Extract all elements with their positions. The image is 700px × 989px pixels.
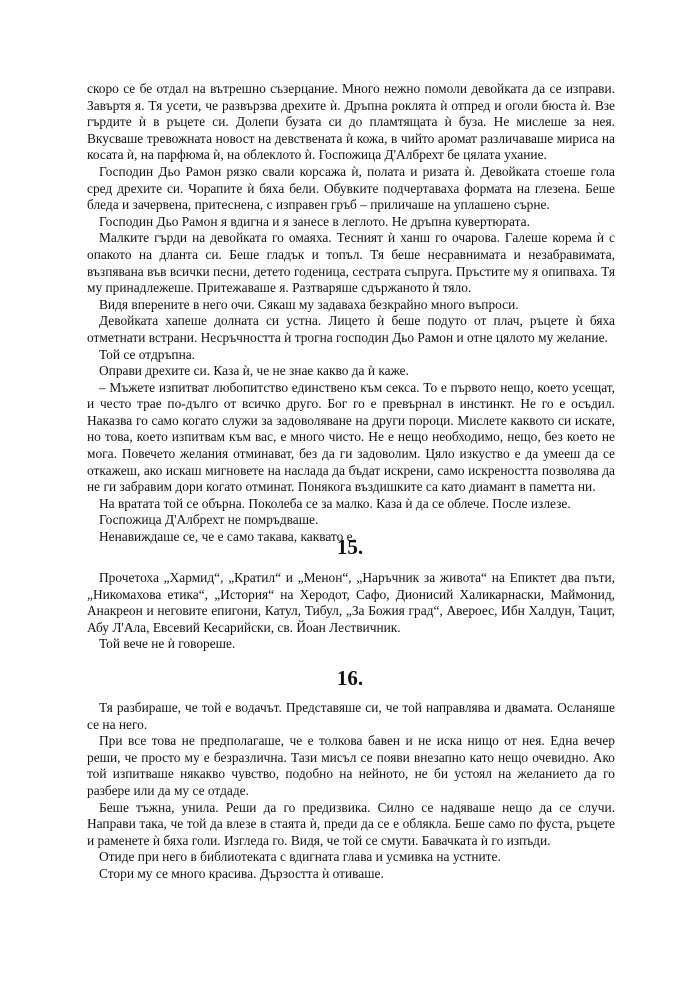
paragraph: Видя вперените в него очи. Сякаш му задаваха безкрайно много въпроси. [99, 296, 519, 312]
paragraph: Господин Дьо Рамон я вдигна и я занесе в леглото. Не дръпна кувертюрата. [99, 213, 530, 229]
paragraph: – Мъжете изпитват любопитство единствено към секса. То е първото нещо, което усещат, и често трае по-дълго от всичко друго. Бог го е превърнал в инстинкт. Не го е осъдил. Наказва го само когато служи за задоволяване на други пороци. Мислете каквото си искате, но това, което изпитвам към вас, е много чисто. Не е нещо необходимо, нещо, без което не мога. Повечето желания отминават, без да ги задоволим. Цяло изкуство е да умееш да се откажеш, ако искаш мигновете на наслада да бъдат искрени, само искреността позволява да не ги забравим дори когато отминат. Понякога въздишките са като диамант в паметта ни. [87, 379, 619, 495]
paragraph: Беше тъжна, унила. Реши да го предизвика. Силно се надяваше нещо да се случи. Направи така, че той да влезе в стаята ѝ, преди да се е облякла. Беше само по фуста, ръцете и раменете ѝ бяха голи. Изгледа го. Видя, че той се смути. Бавачката ѝ го изпъди. [87, 799, 619, 848]
paragraph: Отиде при него в библиотеката с вдигната глава и усмивка на устните. [99, 849, 501, 865]
paragraph: Той се отдръпна. [99, 346, 196, 362]
paragraph: Ненавиждаше се, че е само такава, каквато е. [99, 529, 356, 545]
chapter-16-text [87, 700, 619, 883]
paragraph: Прочетоха „Хармид“, „Кратил“ и „Менон“, „Наръчник за живота“ на Епиктет два пъти, „Никомахова етика“, „История“ на Херодот, Сафо, Дионисий Халикарнаски, Маймонид, Анакреон и неговите епигони, Катул, Тибул, „За Божия град“, Авероес, Ибн Халдун, Тацит, Абу Л'Ала, Евсевий Кесарийски, св. Йоан Лествичник. [87, 570, 619, 635]
chapter-heading-15: 15. [336, 535, 364, 559]
paragraph: На вратата той се обърна. Поколеба се за малко. Каза ѝ да се облече. После излезе. [99, 495, 571, 511]
paragraph: Тя разбираше, че той е водачът. Представяше си, че той направлява и двамата. Осланяше се на него. [87, 700, 619, 732]
chapter-14-ending-text [87, 81, 619, 546]
paragraph: Стори му се много красива. Дързостта ѝ отиваше. [99, 865, 384, 881]
paragraph: Малките гърди на девойката го омаяха. Тесният ѝ ханш го очарова. Галеше корема ѝ с опакото на дланта си. Беше гладък и топъл. Тя беше несравнимата и незабравимата, възпявана във всички песни, детето годеница, сестрата съпруга. Пръстите му я опипваха. Тя му принадлежеше. Притежаваше я. Разтваряше сдържаното ѝ тяло. [87, 230, 619, 296]
chapter-15-text [87, 570, 619, 653]
paragraph: Господин Дьо Рамон рязко свали корсажа ѝ, полата и ризата ѝ. Девойката стоеше гола сред дрехите си. Чорапите ѝ бяха бели. Обувките подчертаваха формата на глезена. Беше бледа и зачервена, притеснена, с изправен гръб – приличаше на уплашено сърне. [87, 163, 619, 213]
paragraph: скоро се бе отдал на вътрешно съзерцание. Много нежно помоли девойката да се изправи. Завъртя я. Тя усети, че развързва дрехите ѝ. Дръпна роклята ѝ отпред и оголи бюста ѝ. Взе гърдите ѝ в ръцете си. Долепи бузата си до пламтящата ѝ буза. Не мислеше за нея. Вкусваше тревожната новост на девствената ѝ кожа, в чийто аромат различаваше мириса на косата ѝ, на парфюма ѝ, на облеклото ѝ. Госпожица Д'Албрехт бе цялата ухание. [87, 81, 619, 163]
paragraph: При все това не предполагаше, че е толкова бавен и не иска нищо от нея. Една вечер реши, че просто му е безразлична. Тази мисъл се появи внезапно като нещо очевидно. Ако той изпитваше някакво чувство, подобно на нейното, не би устоял на желанието да го разбере или да му се отдаде. [87, 733, 619, 798]
paragraph: Девойката хапеше долната си устна. Лицето ѝ беше подуто от плач, ръцете ѝ бяха отметнати встрани. Несръчността ѝ трогна господин Дьо Рамон и отне цялото му желание. [87, 313, 619, 345]
paragraph: Той вече не ѝ говореше. [99, 636, 236, 652]
paragraph: Оправи дрехите си. Каза ѝ, че не знае какво да ѝ каже. [99, 363, 409, 379]
chapter-heading-16: 16. [336, 666, 364, 690]
paragraph: Госпожица Д'Албрехт не помръдваше. [99, 512, 319, 528]
